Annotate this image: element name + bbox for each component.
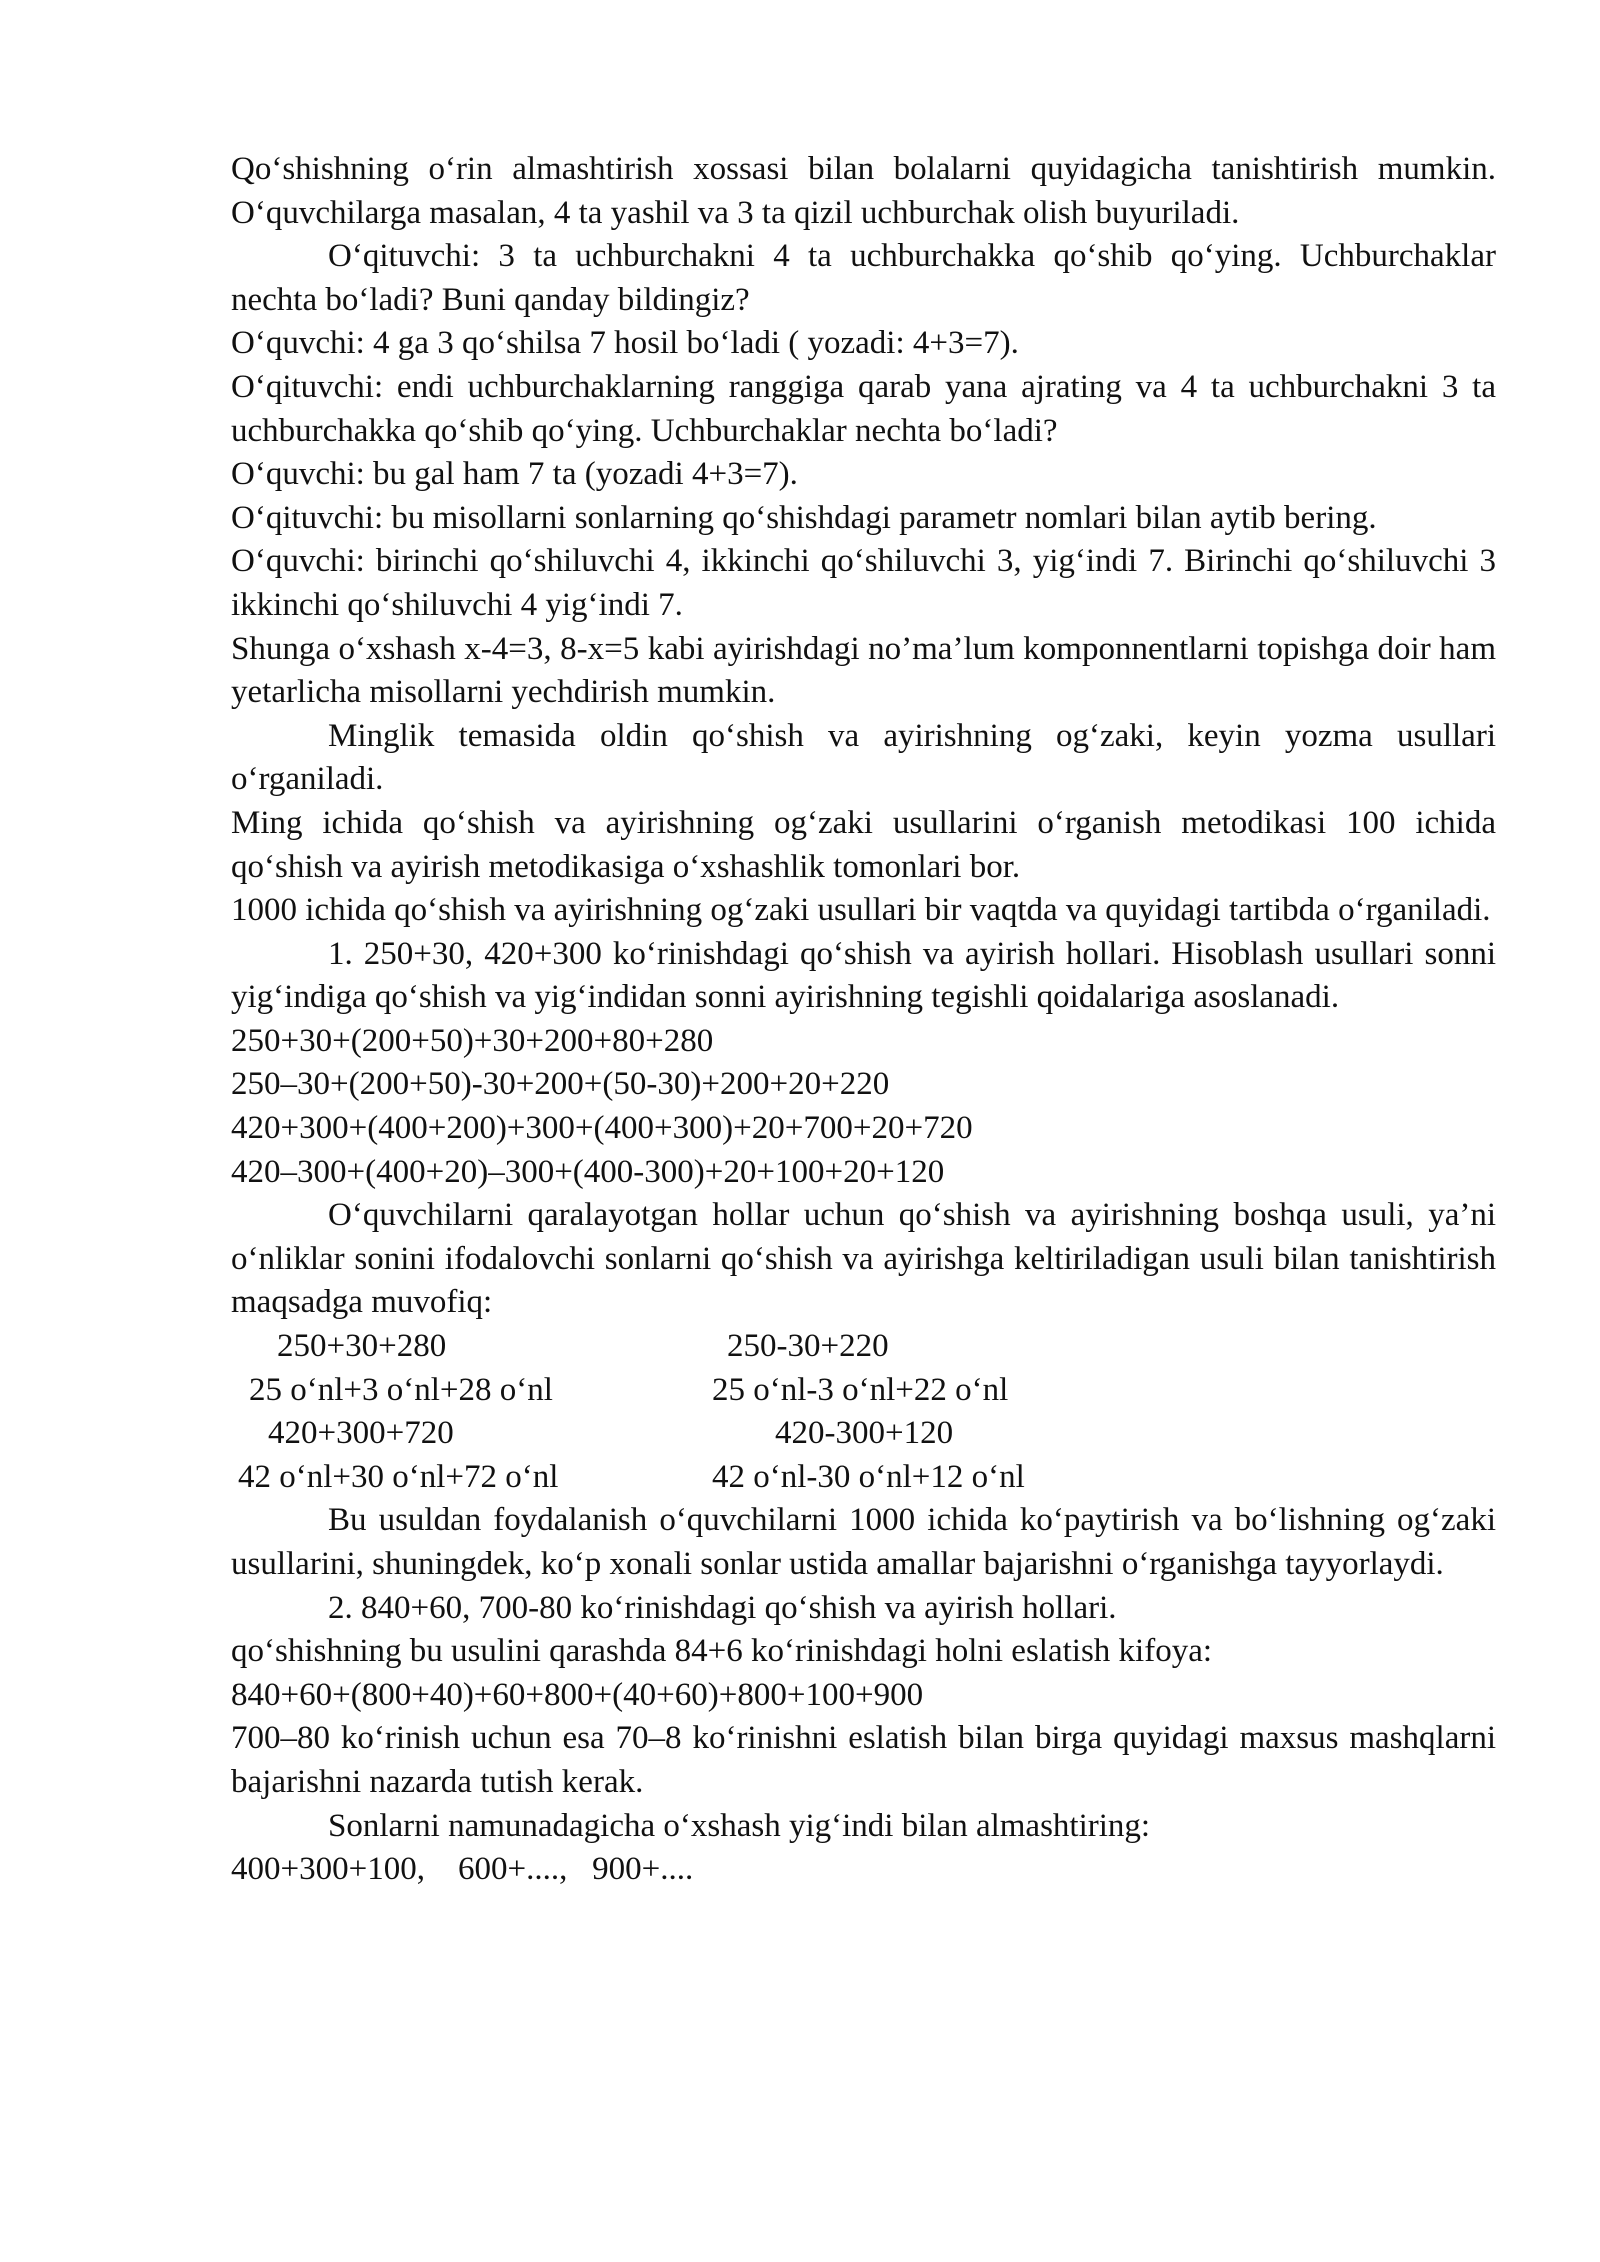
- example-left-2: 25 o‘nl+3 o‘nl+28 o‘nl: [249, 1371, 553, 1408]
- paragraph-13: O‘quvchilarni qaralayotgan hollar uchun qo‘shish va ayirishning boshqa usuli, ya’ni o‘nliklar sonini ifodalovchi sonlarni qo‘shish va ayirishga keltiriladigan usuli bilan tanishtirish maqsadga muvofiq:: [231, 1197, 1496, 1321]
- paragraph-9: Minglik temasida oldin qo‘shish va ayirishning og‘zaki, keyin yozma usullari o‘rganiladi.: [231, 717, 1496, 798]
- paragraph-16: qo‘shishning bu usulini qarashda 84+6 ko‘rinishdagi holni eslatish kifoya:: [231, 1633, 1213, 1670]
- example-right-2: 25 o‘nl-3 o‘nl+22 o‘nl: [712, 1371, 1009, 1408]
- paragraph-7: O‘quvchi: birinchi qo‘shiluvchi 4, ikkinchi qo‘shiluvchi 3, yig‘indi 7. Birinchi qo‘shiluvchi 3 ikkinchi qo‘shiluvchi 4 yig‘indi 7.: [231, 543, 1496, 623]
- paragraph-11: 1000 ichida qo‘shish va ayirishning og‘zaki usullari bir vaqtda va quyidagi tartibda o‘rganiladi.: [231, 892, 1491, 929]
- equation-line-5: 840+60+(800+40)+60+800+(40+60)+800+100+900: [231, 1676, 924, 1713]
- paragraph-5: O‘quvchi: bu gal ham 7 ta (yozadi 4+3=7).: [231, 456, 798, 493]
- paragraph-3: O‘quvchi: 4 ga 3 qo‘shilsa 7 hosil bo‘ladi ( yozadi: 4+3=7).: [231, 325, 1019, 362]
- example-left-4: 42 o‘nl+30 o‘nl+72 o‘nl: [238, 1458, 559, 1495]
- example-left-3: 420+300+720: [268, 1415, 454, 1452]
- example-right-3: 420-300+120: [775, 1415, 954, 1452]
- paragraph-14: Bu usuldan foydalanish o‘quvchilarni 1000 ichida ko‘paytirish va bo‘lishning og‘zaki usullarini, shuningdek, ko‘p xonali sonlar ustida amallar bajarishni o‘rganishga tayyorlaydi.: [231, 1502, 1496, 1583]
- equation-line-3: 420+300+(400+200)+300+(400+300)+20+700+20+720: [231, 1110, 973, 1147]
- paragraph-12: 1. 250+30, 420+300 ko‘rinishdagi qo‘shish va ayirish hollari. Hisoblash usullari sonni yig‘indiga qo‘shish va yig‘indidan sonni ayirishning tegishli qoidalariga asoslanadi.: [231, 935, 1496, 1016]
- paragraph-15: 2. 840+60, 700-80 ko‘rinishdagi qo‘shish va ayirish hollari.: [328, 1589, 1117, 1626]
- equation-line-2: 250–30+(200+50)-30+200+(50-30)+200+20+220: [231, 1066, 890, 1103]
- paragraph-10: Ming ichida qo‘shish va ayirishning og‘zaki usullarini o‘rganish metodikasi 100 ichida qo‘shish va ayirish metodikasiga o‘xshashlik tomonlari bor.: [231, 804, 1496, 885]
- paragraph-18: Sonlarni namunadagicha o‘xshash yig‘indi bilan almashtiring:: [328, 1807, 1151, 1844]
- example-left-1: 250+30+280: [277, 1328, 447, 1365]
- examples-table: [231, 1325, 1496, 1499]
- paragraph-1: Qo‘shishning o‘rin almashtirish xossasi bilan bolalarni quyidagicha tanishtirish mumkin. O‘quvchilarga masalan, 4 ta yashil va 3 ta qizil uchburchak olish buyuriladi.: [231, 151, 1496, 231]
- paragraph-8: Shunga o‘xshash x-4=3, 8-x=5 kabi ayirishdagi no’ma’lum komponnentlarni topishga doir ham yetarlicha misollarni yechdirish mumkin.: [231, 630, 1496, 711]
- paragraph-17: 700–80 ko‘rinish uchun esa 70–8 ko‘rinishni eslatish bilan birga quyidagi maxsus mashqlarni bajarishni nazarda tutish kerak.: [231, 1720, 1496, 1800]
- document-page: [231, 148, 1496, 1892]
- paragraph-6: O‘qituvchi: bu misollarni sonlarning qo‘shishdagi parametr nomlari bilan aytib bering.: [231, 499, 1377, 536]
- example-right-1: 250-30+220: [727, 1328, 889, 1365]
- equation-line-6: 400+300+100, 600+...., 900+....: [231, 1851, 694, 1888]
- equation-line-1: 250+30+(200+50)+30+200+80+280: [231, 1022, 714, 1059]
- example-right-4: 42 o‘nl-30 o‘nl+12 o‘nl: [712, 1458, 1025, 1495]
- equation-line-4: 420–300+(400+20)–300+(400-300)+20+100+20+120: [231, 1153, 945, 1190]
- paragraph-2: O‘qituvchi: 3 ta uchburchakni 4 ta uchburchakka qo‘shib qo‘ying. Uchburchaklar nechta bo‘ladi? Buni qanday bildingiz?: [231, 238, 1496, 318]
- paragraph-4: O‘qituvchi: endi uchburchaklarning ranggiga qarab yana ajrating va 4 ta uchburchakni 3 ta uchburchakka qo‘shib qo‘ying. Uchburchaklar nechta bo‘ladi?: [231, 368, 1496, 449]
